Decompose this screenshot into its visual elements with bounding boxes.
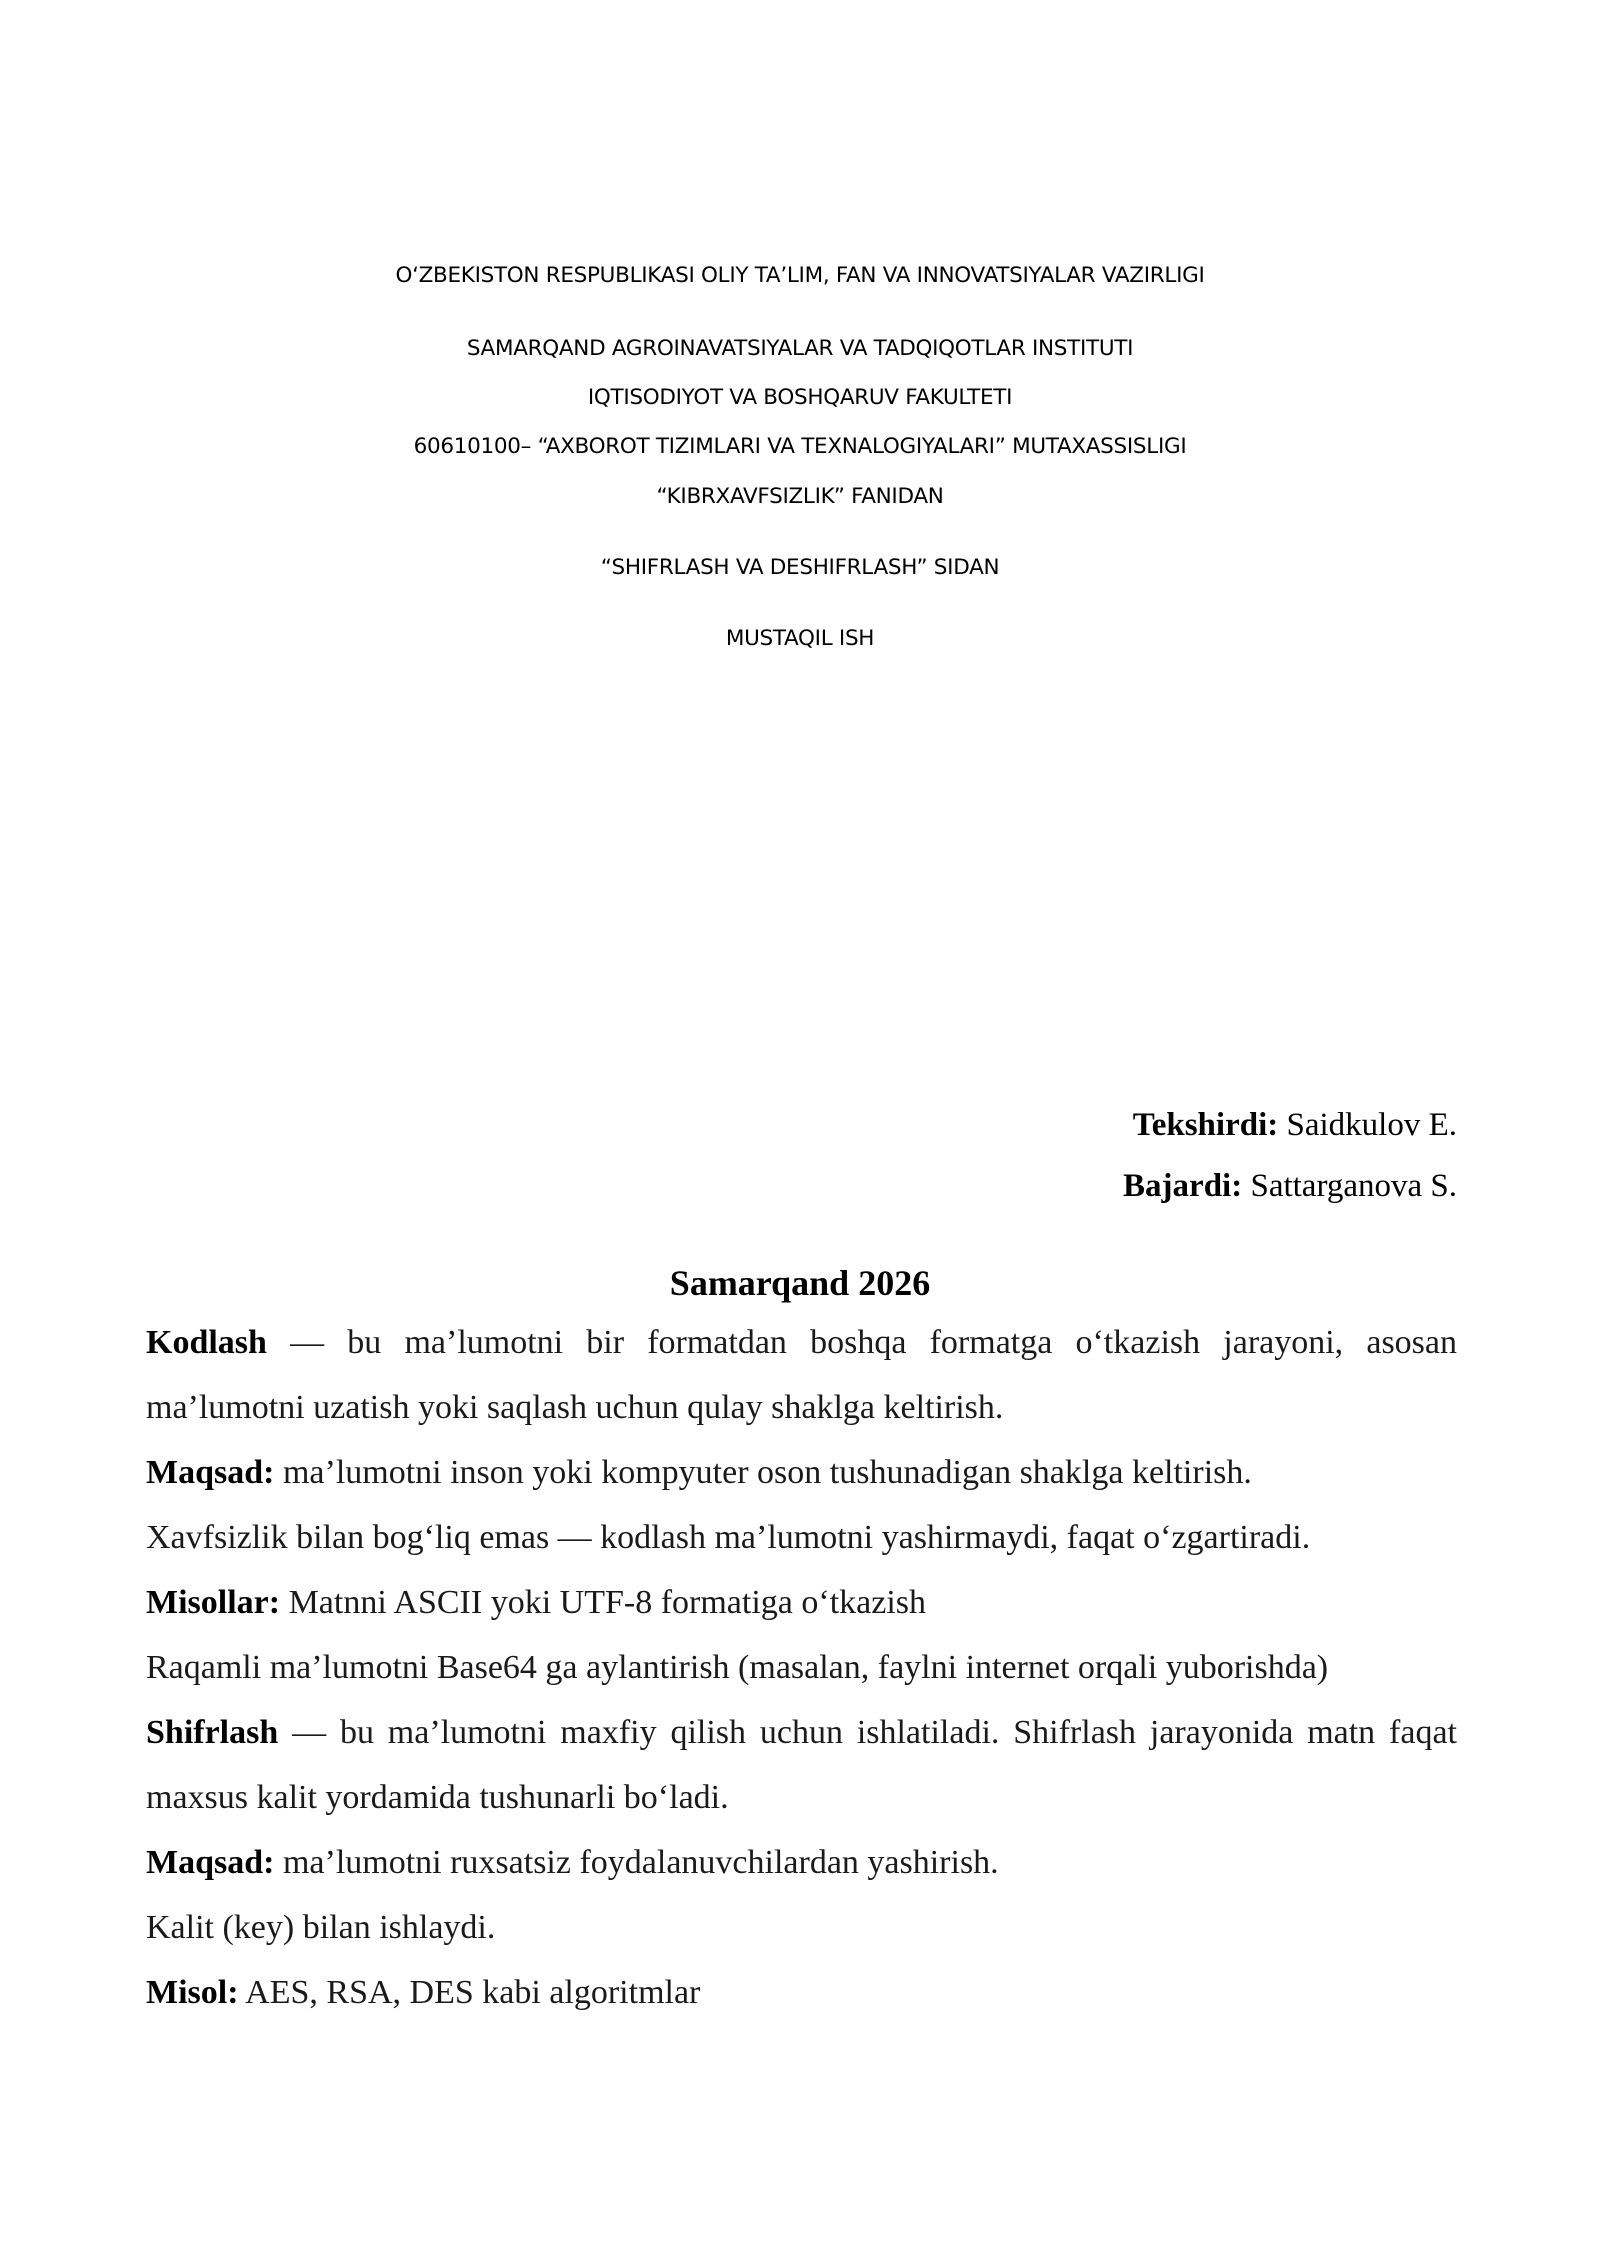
label-misol: Misol: [146, 1974, 239, 2011]
checked-by-name: Saidkulov E. [1278, 1107, 1457, 1143]
paragraph-maqsad-2 [146, 1830, 1457, 1895]
faculty-title: IQTISODIYOT VA BOSHQARUV FAKULTETI [587, 385, 1013, 410]
term-shifrlash: Shifrlash [146, 1714, 279, 1751]
institute-title: SAMARQAND AGROINAVATSIYALAR VA TADQIQOTLAR INSTITUTI [466, 336, 1134, 361]
paragraph-shifrlash [146, 1700, 1457, 1830]
paragraph-text: — bu ma’lumotni maxfiy qilish uchun ishlatiladi. Shifrlash jarayonida matn faqat maxsus kalit yordamida tushunarli bo‘ladi. [146, 1714, 1457, 1816]
paragraph-maqsad-1 [146, 1440, 1457, 1505]
paragraph-kodlash [146, 1310, 1457, 1440]
paragraph-base64: Raqamli ma’lumotni Base64 ga aylantirish (masalan, faylni internet orqali yuborishda) [146, 1649, 1329, 1686]
ministry-title: O‘ZBEKISTON RESPUBLIKASI OLIY TA’LIM, FAN VA INNOVATSIYALAR VAZIRLIGI [395, 263, 1205, 288]
paragraph-text: Matnni ASCII yoki UTF-8 formatiga o‘tkazish [280, 1584, 926, 1621]
checked-by [1133, 1107, 1457, 1144]
work-type-title: MUSTAQIL ISH [725, 626, 875, 651]
label-misollar: Misollar: [146, 1584, 281, 1621]
label-maqsad: Maqsad: [146, 1844, 275, 1881]
paragraph-text: ma’lumotni ruxsatsiz foydalanuvchilardan yashirish. [274, 1844, 999, 1881]
done-by [1123, 1168, 1457, 1205]
subject-title: “KIBRXAVFSIZLIK” FANIDAN [656, 484, 944, 509]
body-content [146, 1310, 1457, 2025]
topic-title: “SHIFRLASH VA DESHIFRLASH” SIDAN [600, 555, 1000, 580]
paragraph-text: ma’lumotni inson yoki kompyuter oson tushunadigan shaklga keltirish. [274, 1454, 1252, 1491]
term-kodlash: Kodlash [146, 1324, 267, 1361]
paragraph-text: AES, RSA, DES kabi algoritmlar [238, 1974, 701, 2011]
paragraph-xavfsizlik: Xavfsizlik bilan bog‘liq emas — kodlash ma’lumotni yashirmaydi, faqat o‘zgartiradi. [146, 1519, 1311, 1556]
specialty-title: 60610100– “AXBOROT TIZIMLARI VA TEXNALOGIYALARI” MUTAXASSISLIGI [413, 434, 1187, 459]
label-maqsad: Maqsad: [146, 1454, 275, 1491]
done-by-name: Sattarganova S. [1242, 1168, 1457, 1204]
paragraph-kalit: Kalit (key) bilan ishlaydi. [146, 1909, 496, 1946]
city-year: Samarqand 2026 [669, 1263, 931, 1303]
paragraph-misollar [146, 1570, 1457, 1635]
checked-by-label: Tekshirdi: [1132, 1107, 1279, 1143]
paragraph-text: — bu ma’lumotni bir formatdan boshqa formatga o‘tkazish jarayoni, asosan ma’lumotni uzatish yoki saqlash uchun qulay shaklga keltirish. [146, 1324, 1457, 1426]
paragraph-misol [146, 1960, 1457, 2025]
done-by-label: Bajardi: [1123, 1168, 1243, 1204]
